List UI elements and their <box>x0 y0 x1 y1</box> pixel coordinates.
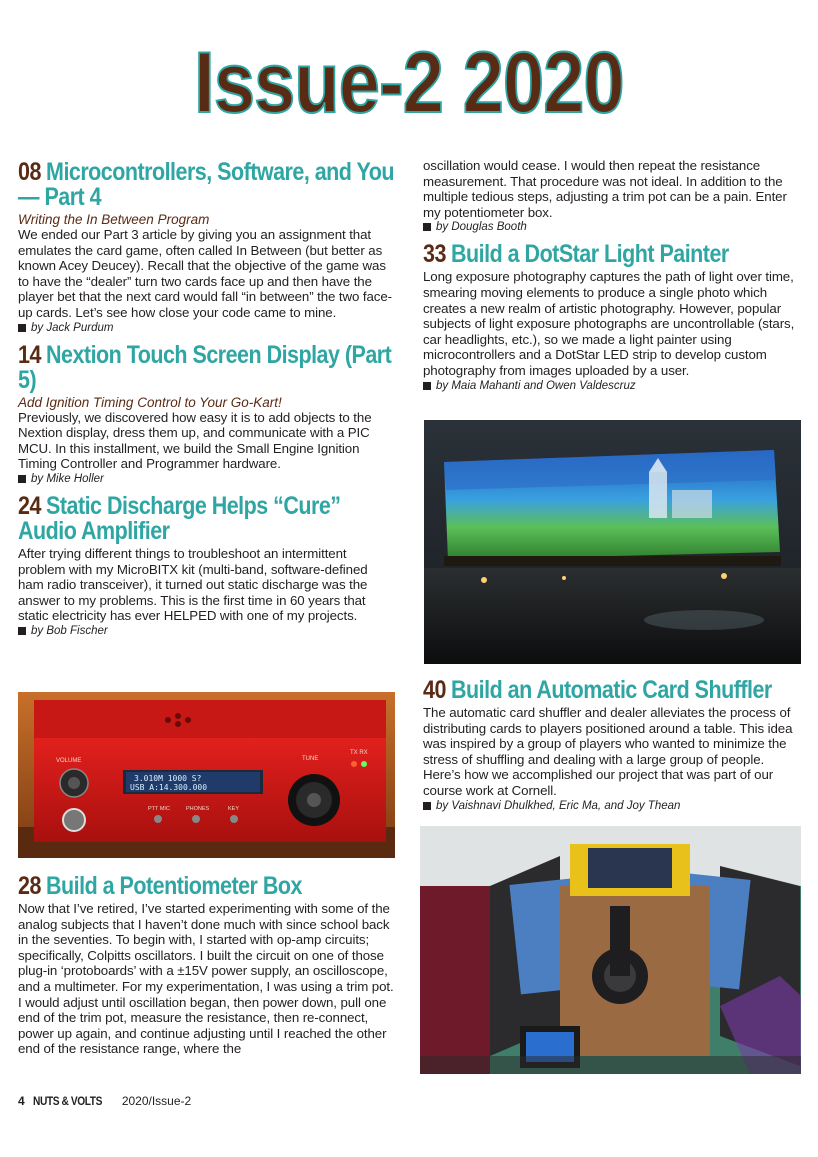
article-08 <box>18 160 396 335</box>
radio-label-tune: TUNE <box>302 756 319 762</box>
radio-label-key: KEY <box>228 806 240 812</box>
article-subtitle: Writing the In Between Program <box>18 212 210 227</box>
issue-label: 2020/Issue-2 <box>121 1094 192 1108</box>
article-byline: by Vaishnavi Dhulkhed, Eric Ma, and Joy Thean <box>423 799 801 813</box>
article-body: Previously, we discovered how easy it is to add objects to the Nextion display, dress them up, and communicate with a PIC MCU. In this installment, we build the Small Engine Ignition Timing Controller and Programmer hardware. <box>18 409 372 472</box>
article-28-continued: oscillation would cease. I would then repeat the resistance measurement. That procedure was not ideal. In addition to the multiple tedious steps, adjusting a trim pot can be a pain. Enter my potentiometer box. <box>423 158 787 220</box>
article-number: 28 <box>18 872 41 900</box>
article-heading: Build an Automatic Card Shuffler <box>451 676 772 704</box>
article-heading: Nextion Touch Screen Display (Part 5) <box>18 340 392 394</box>
article-heading: Build a DotStar Light Painter <box>451 240 729 269</box>
radio-display-line1: 3.010M 1000 S? <box>134 774 202 783</box>
article-number: 33 <box>423 240 446 269</box>
article-body: We ended our Part 3 article by giving you an assignment that emulates the card game, often called In Between (but better as known Acey Deucey). Recall that the objective of the game was to have the “dealer” turn two cards face up and then have the player bet that the next card would fall “in between” the two face-up cards. Let’s see how close your code came to mine. <box>18 227 392 320</box>
article-title <box>423 678 800 703</box>
light-painter-illustration <box>424 420 801 664</box>
bullet-square-icon <box>18 475 26 483</box>
masthead-title: Issue-2 2020 <box>194 35 624 131</box>
article-byline: by Bob Fischer <box>18 624 396 638</box>
article-body: Long exposure photography captures the path of light over time, smearing moving elements to produce a single photo which creates a new realm of artistic photography. However, popular subjects of light exposure photographs are uncontrollable (stars, car headlights, etc.), so we made a light painter using microcontrollers and a DotStar LED strip to develop custom photography from images uploaded by a user. <box>423 269 795 378</box>
radio-photo-illustration <box>18 692 395 858</box>
article-title <box>18 874 395 899</box>
radio-label-txrx: TX RX <box>350 750 368 756</box>
left-column <box>18 160 396 646</box>
article-28 <box>18 874 396 1057</box>
radio-label-ptt: PTT MIC <box>148 806 170 812</box>
article-number: 24 <box>18 491 41 520</box>
card-shuffler-illustration <box>420 826 801 1074</box>
article-byline: by Jack Purdum <box>18 321 396 335</box>
article-heading: Microcontrollers, Software, and You — Part 4 <box>18 158 394 211</box>
article-byline: by Maia Mahanti and Owen Valdescruz <box>423 379 801 393</box>
article-heading: Static Discharge Helps “Cure” Audio Amplifier <box>18 491 341 545</box>
bullet-square-icon <box>423 802 431 810</box>
page-number: 4 <box>18 1094 25 1108</box>
article-number: 14 <box>18 340 41 369</box>
article-24 <box>18 491 396 638</box>
article-body: Now that I’ve retired, I’ve started experimenting with some of the analog subjects that I haven’t done much with since school back in the seventies. To begin with, I started with op-amp circuits; specifically, Colpitts oscillators. I built the circuit on one of those plug-in ‘protoboards’ with a ±15V power supply, an oscilloscope, and a multimeter. For my experimentation, I was using a trim pot. I would adjust until oscillation began, then power down, pull one end of the trim pot, measure the resistance, then re-connect, power up again, and continue adjusting until I reached the other end of the resistance range, where the <box>18 901 394 1057</box>
nuts-and-volts-logo: NUTS & VOLTS <box>32 1094 102 1108</box>
article-title <box>423 242 800 267</box>
article-title <box>18 160 395 210</box>
article-number: 40 <box>423 676 446 704</box>
card-shuffler-photo <box>420 826 801 1074</box>
bullet-square-icon <box>18 324 26 332</box>
light-painter-photo <box>424 420 801 664</box>
article-number: 08 <box>18 158 41 186</box>
right-column <box>423 158 801 401</box>
radio-label-phones: PHONES <box>186 806 210 812</box>
radio-amplifier-photo <box>18 692 395 858</box>
article-title <box>18 491 395 545</box>
article-byline: by Douglas Booth <box>423 220 801 234</box>
bullet-square-icon <box>18 627 26 635</box>
article-heading: Build a Potentiometer Box <box>46 872 302 900</box>
article-14 <box>18 340 396 486</box>
article-40 <box>423 678 801 821</box>
radio-label-volume: VOLUME <box>56 758 82 764</box>
radio-display-line2: USB A:14.300.000 <box>130 783 208 792</box>
bullet-square-icon <box>423 382 431 390</box>
article-33 <box>423 242 801 392</box>
bullet-square-icon <box>423 223 431 231</box>
article-body: After trying different things to troubleshoot an intermittent problem with my MicroBITX kit (multi-band, software-defined ham radio transceiver), it turned out static discharge was the answer to my problems. This is the first time in 60 years that static electricity has ever HELPED with one of my projects. <box>18 545 368 624</box>
article-byline: by Mike Holler <box>18 472 396 486</box>
page-footer <box>18 1094 191 1108</box>
article-subtitle: Add Ignition Timing Control to Your Go-Kart! <box>18 394 282 410</box>
article-body: The automatic card shuffler and dealer alleviates the process of distributing cards to players positioned around a table. This idea was inspired by a group of players who wanted to minimize the stress of shuffling and dealing with a large group of people. Here’s how we accomplished our project that was part of our course work at Cornell. <box>423 705 793 798</box>
article-title <box>18 340 395 394</box>
